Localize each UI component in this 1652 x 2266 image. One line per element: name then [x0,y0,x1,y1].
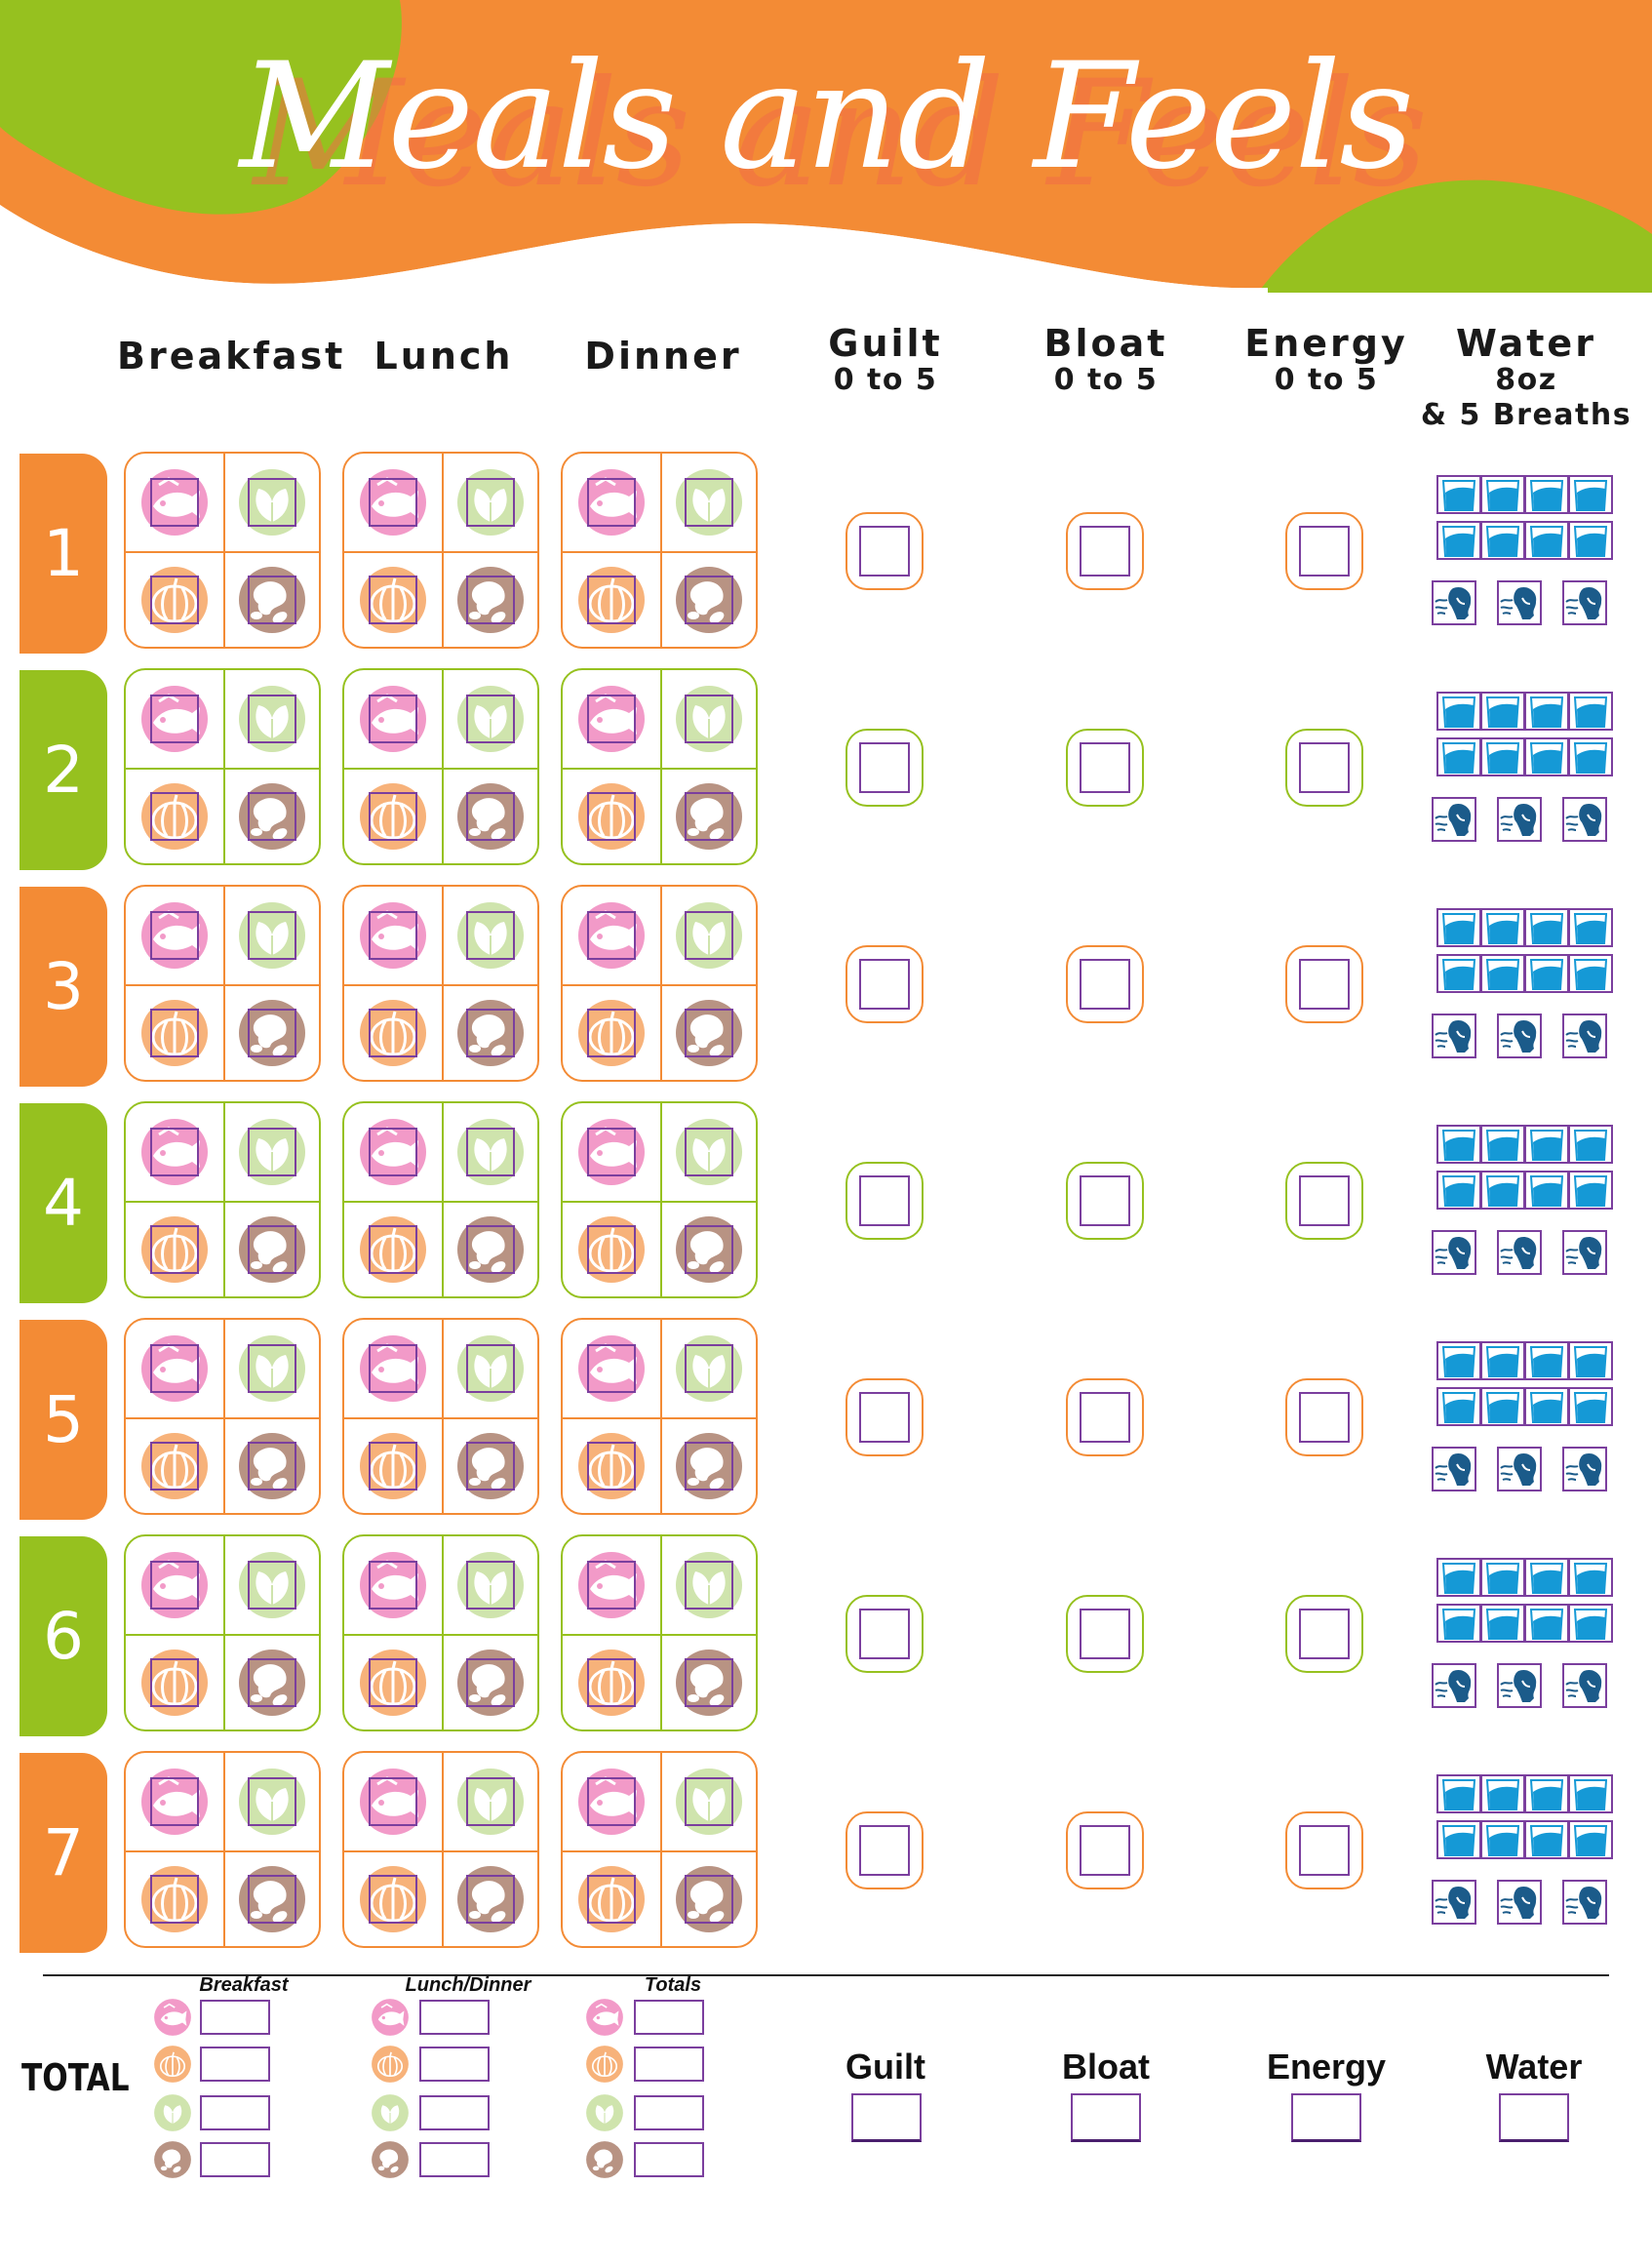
water-glass-icon[interactable] [1568,692,1613,731]
pumpkin-carb-icon[interactable] [576,781,647,852]
leaf-vegetable-icon[interactable] [237,1117,307,1187]
water-glass-icon[interactable] [1524,1341,1569,1380]
leaf-vegetable-icon[interactable] [674,1550,744,1620]
score-inner-box [1080,526,1130,576]
total-bloat-label: Bloat [1062,2047,1150,2087]
lunch-grid-day-6 [342,1534,539,1731]
nuts-fat-icon[interactable] [674,781,744,852]
water-glass-icon[interactable] [1568,1387,1613,1426]
nuts-fat-icon[interactable] [237,781,307,852]
bloat-score-box-day-2[interactable] [1066,729,1144,807]
total-guilt-label: Guilt [846,2047,925,2087]
fish-protein-icon[interactable] [576,1550,647,1620]
dinner-grid-day-1 [561,452,758,649]
nuts-fat-icon [153,2140,192,2179]
pumpkin-carb-icon[interactable] [139,1864,210,1934]
day-tab-3: 3 [20,887,107,1087]
leaf-vegetable-icon [371,2093,410,2132]
nuts-fat-icon[interactable] [674,1431,744,1501]
dinner-grid-day-2 [561,668,758,865]
fish-protein-icon[interactable] [358,1333,428,1404]
water-glass-icon[interactable] [1436,1341,1481,1380]
score-inner-box [1080,959,1130,1010]
energy-score-box-day-5[interactable] [1285,1378,1363,1456]
total-energy-box[interactable] [1291,2093,1361,2142]
nuts-fat-icon[interactable] [674,565,744,635]
fish-protein-icon[interactable] [139,1550,210,1620]
nuts-fat-icon[interactable] [674,1864,744,1934]
total-count-box[interactable] [419,2000,490,2035]
fish-protein-icon[interactable] [139,684,210,754]
water-glass-icon[interactable] [1480,521,1525,560]
fish-protein-icon[interactable] [358,1117,428,1187]
breath-icon[interactable] [1497,797,1542,842]
water-glass-icon[interactable] [1568,1125,1613,1164]
water-glass-icon[interactable] [1568,1604,1613,1643]
water-glass-icon[interactable] [1480,908,1525,947]
leaf-vegetable-icon[interactable] [674,467,744,537]
score-inner-box [1299,1175,1350,1226]
pumpkin-carb-icon[interactable] [358,781,428,852]
total-guilt-box[interactable] [851,2093,922,2142]
pumpkin-carb-icon [585,2045,624,2084]
breakfast-grid-day-1 [124,452,321,649]
fish-protein-icon[interactable] [576,1333,647,1404]
total-water-label: Water [1485,2047,1583,2087]
page-title: Meals and Feels [239,32,1413,202]
breath-icon[interactable] [1562,1014,1607,1058]
pumpkin-carb-icon[interactable] [576,1214,647,1285]
fish-protein-icon[interactable] [358,1767,428,1837]
fish-protein-icon [153,1998,192,2037]
total-count-box[interactable] [419,2095,490,2130]
nuts-fat-icon[interactable] [237,1431,307,1501]
pumpkin-carb-icon[interactable] [576,1431,647,1501]
score-inner-box [1080,1609,1130,1659]
nuts-fat-icon[interactable] [455,1214,526,1285]
nuts-fat-icon[interactable] [455,1648,526,1718]
total-count-box[interactable] [634,2047,704,2082]
score-inner-box [1299,1392,1350,1443]
pumpkin-carb-icon[interactable] [139,565,210,635]
nuts-fat-icon[interactable] [237,1648,307,1718]
fish-protein-icon [371,1998,410,2037]
water-glass-icon[interactable] [1480,1604,1525,1643]
water-glass-icon[interactable] [1436,1774,1481,1813]
total-count-box[interactable] [634,2142,704,2177]
water-glass-icon[interactable] [1524,1125,1569,1164]
guilt-score-box-day-4[interactable] [846,1162,924,1240]
fish-protein-icon[interactable] [358,900,428,971]
fish-protein-icon[interactable] [139,467,210,537]
guilt-score-box-day-1[interactable] [846,512,924,590]
header-breakfast: Breakfast [117,335,346,378]
breath-icon[interactable] [1432,1663,1476,1708]
score-inner-box [1299,1609,1350,1659]
water-glass-icon[interactable] [1480,1820,1525,1859]
pumpkin-carb-icon[interactable] [358,998,428,1068]
water-glass-icon[interactable] [1480,1774,1525,1813]
breath-icon[interactable] [1562,1447,1607,1491]
day-tab-5: 5 [20,1320,107,1520]
water-glass-icon[interactable] [1436,692,1481,731]
day-tab-7: 7 [20,1753,107,1953]
header-guilt: Guilt 0 to 5 [828,322,943,397]
score-inner-box [859,1609,910,1659]
totals-lunch-dinner-header: Lunch/Dinner [405,1974,531,1996]
leaf-vegetable-icon[interactable] [237,684,307,754]
dinner-grid-day-3 [561,885,758,1082]
breakfast-grid-day-6 [124,1534,321,1731]
leaf-vegetable-icon[interactable] [237,467,307,537]
breakfast-grid-day-7 [124,1751,321,1948]
score-inner-box [859,959,910,1010]
energy-score-box-day-6[interactable] [1285,1595,1363,1673]
bloat-score-box-day-7[interactable] [1066,1811,1144,1889]
score-inner-box [859,742,910,793]
energy-score-box-day-4[interactable] [1285,1162,1363,1240]
header-energy: Energy 0 to 5 [1244,322,1408,397]
total-count-box[interactable] [634,2000,704,2035]
nuts-fat-icon[interactable] [674,998,744,1068]
pumpkin-carb-icon[interactable] [358,1864,428,1934]
guilt-score-box-day-6[interactable] [846,1595,924,1673]
breath-icon[interactable] [1562,1880,1607,1925]
fish-protein-icon[interactable] [576,467,647,537]
pumpkin-carb-icon [153,2045,192,2084]
water-glass-icon[interactable] [1524,475,1569,514]
leaf-vegetable-icon[interactable] [674,1117,744,1187]
water-glass-icon[interactable] [1568,908,1613,947]
lunch-grid-day-2 [342,668,539,865]
pumpkin-carb-icon[interactable] [576,1864,647,1934]
pumpkin-carb-icon[interactable] [139,1648,210,1718]
leaf-vegetable-icon [153,2093,192,2132]
score-inner-box [859,1175,910,1226]
water-glass-icon[interactable] [1568,1774,1613,1813]
lunch-grid-day-3 [342,885,539,1082]
leaf-vegetable-icon[interactable] [237,900,307,971]
day-tab-6: 6 [20,1536,107,1736]
header-dinner: Dinner [584,335,742,378]
pumpkin-carb-icon[interactable] [139,1214,210,1285]
water-glass-icon[interactable] [1436,521,1481,560]
breath-icon[interactable] [1432,1880,1476,1925]
energy-score-box-day-7[interactable] [1285,1811,1363,1889]
score-inner-box [859,526,910,576]
lunch-grid-day-1 [342,452,539,649]
water-glass-icon[interactable] [1524,1558,1569,1597]
breakfast-grid-day-4 [124,1101,321,1298]
water-glass-icon[interactable] [1436,1387,1481,1426]
total-bloat-box[interactable] [1071,2093,1141,2142]
header-lunch: Lunch [374,335,514,378]
water-glass-icon[interactable] [1524,1171,1569,1210]
leaf-vegetable-icon[interactable] [455,1333,526,1404]
guilt-score-box-day-3[interactable] [846,945,924,1023]
water-glass-icon[interactable] [1480,737,1525,776]
energy-score-box-day-3[interactable] [1285,945,1363,1023]
pumpkin-carb-icon[interactable] [358,1431,428,1501]
score-inner-box [1080,1392,1130,1443]
water-glass-icon[interactable] [1568,475,1613,514]
bloat-score-box-day-4[interactable] [1066,1162,1144,1240]
breath-icon[interactable] [1497,580,1542,625]
fish-protein-icon[interactable] [358,467,428,537]
total-count-box[interactable] [419,2142,490,2177]
day-tab-1: 1 [20,454,107,654]
dinner-grid-day-5 [561,1318,758,1515]
water-glass-icon[interactable] [1480,1341,1525,1380]
leaf-vegetable-icon[interactable] [455,1767,526,1837]
water-glass-icon[interactable] [1480,1171,1525,1210]
pumpkin-carb-icon [371,2045,410,2084]
total-count-box[interactable] [634,2095,704,2130]
breath-icon[interactable] [1497,1880,1542,1925]
water-glass-icon[interactable] [1524,1604,1569,1643]
total-count-box[interactable] [200,2000,270,2035]
score-inner-box [1299,1825,1350,1876]
water-glass-icon[interactable] [1524,521,1569,560]
breath-icon[interactable] [1432,1230,1476,1275]
pumpkin-carb-icon[interactable] [139,998,210,1068]
day-tab-2: 2 [20,670,107,870]
water-glass-icon[interactable] [1568,1558,1613,1597]
nuts-fat-icon[interactable] [237,565,307,635]
breath-icon[interactable] [1432,797,1476,842]
water-glass-icon[interactable] [1524,954,1569,993]
nuts-fat-icon[interactable] [237,998,307,1068]
total-count-box[interactable] [200,2095,270,2130]
leaf-vegetable-icon[interactable] [674,900,744,971]
fish-protein-icon[interactable] [576,900,647,971]
water-glass-icon[interactable] [1436,1125,1481,1164]
energy-score-box-day-1[interactable] [1285,512,1363,590]
breath-icon[interactable] [1432,1014,1476,1058]
nuts-fat-icon[interactable] [455,1431,526,1501]
total-count-box[interactable] [419,2047,490,2082]
pumpkin-carb-icon[interactable] [139,781,210,852]
fish-protein-icon[interactable] [139,1333,210,1404]
breakfast-grid-day-2 [124,668,321,865]
nuts-fat-icon [371,2140,410,2179]
total-count-box[interactable] [200,2047,270,2082]
water-glass-icon[interactable] [1480,1125,1525,1164]
score-inner-box [859,1392,910,1443]
breath-icon[interactable] [1432,580,1476,625]
leaf-vegetable-icon[interactable] [455,1550,526,1620]
fish-protein-icon[interactable] [576,1767,647,1837]
nuts-fat-icon[interactable] [455,1864,526,1934]
water-glass-icon[interactable] [1480,475,1525,514]
water-glass-icon[interactable] [1436,475,1481,514]
breakfast-grid-day-5 [124,1318,321,1515]
water-glass-icon[interactable] [1524,908,1569,947]
nuts-fat-icon[interactable] [237,1214,307,1285]
leaf-vegetable-icon[interactable] [237,1333,307,1404]
water-glass-icon[interactable] [1436,1820,1481,1859]
leaf-vegetable-icon[interactable] [674,1333,744,1404]
score-inner-box [1080,1825,1130,1876]
bloat-score-box-day-6[interactable] [1066,1595,1144,1673]
lunch-grid-day-4 [342,1101,539,1298]
total-energy-label: Energy [1266,2047,1387,2087]
water-glass-icon[interactable] [1524,1387,1569,1426]
water-glass-icon[interactable] [1568,1820,1613,1859]
guilt-score-box-day-5[interactable] [846,1378,924,1456]
water-glass-icon[interactable] [1568,954,1613,993]
water-glass-icon[interactable] [1436,1171,1481,1210]
water-glass-icon[interactable] [1436,954,1481,993]
water-glass-icon[interactable] [1480,692,1525,731]
nuts-fat-icon[interactable] [455,565,526,635]
totals-totals-header: Totals [644,1974,702,1996]
score-inner-box [1299,742,1350,793]
dinner-grid-day-4 [561,1101,758,1298]
total-water-box[interactable] [1499,2093,1569,2142]
breath-icon[interactable] [1562,797,1607,842]
pumpkin-carb-icon[interactable] [139,1431,210,1501]
leaf-vegetable-icon[interactable] [674,684,744,754]
fish-protein-icon[interactable] [139,900,210,971]
guilt-score-box-day-7[interactable] [846,1811,924,1889]
breath-icon[interactable] [1432,1447,1476,1491]
breakfast-grid-day-3 [124,885,321,1082]
nuts-fat-icon[interactable] [455,781,526,852]
score-inner-box [1299,526,1350,576]
score-inner-box [1080,1175,1130,1226]
total-count-box[interactable] [200,2142,270,2177]
fish-protein-icon[interactable] [576,1117,647,1187]
breath-icon[interactable] [1562,1663,1607,1708]
water-glass-icon[interactable] [1436,908,1481,947]
leaf-vegetable-icon[interactable] [237,1550,307,1620]
breath-icon[interactable] [1497,1230,1542,1275]
breath-icon[interactable] [1562,1230,1607,1275]
leaf-vegetable-icon[interactable] [674,1767,744,1837]
water-glass-icon[interactable] [1524,1820,1569,1859]
fish-protein-icon[interactable] [139,1767,210,1837]
leaf-vegetable-icon[interactable] [455,900,526,971]
water-glass-icon[interactable] [1436,1558,1481,1597]
water-glass-icon[interactable] [1568,521,1613,560]
pumpkin-carb-icon[interactable] [576,998,647,1068]
breath-icon[interactable] [1497,1014,1542,1058]
pumpkin-carb-icon[interactable] [576,565,647,635]
water-glass-icon[interactable] [1524,692,1569,731]
pumpkin-carb-icon[interactable] [358,1214,428,1285]
energy-score-box-day-2[interactable] [1285,729,1363,807]
leaf-vegetable-icon[interactable] [455,1117,526,1187]
header-water: Water 8oz & 5 Breaths [1420,322,1632,432]
bloat-score-box-day-5[interactable] [1066,1378,1144,1456]
water-glass-icon[interactable] [1568,1171,1613,1210]
nuts-fat-icon[interactable] [674,1214,744,1285]
water-glass-icon[interactable] [1480,1387,1525,1426]
water-glass-icon[interactable] [1568,737,1613,776]
leaf-vegetable-icon [585,2093,624,2132]
pumpkin-carb-icon[interactable] [358,1648,428,1718]
totals-breakfast-header: Breakfast [199,1974,289,1996]
score-inner-box [1299,959,1350,1010]
water-glass-icon[interactable] [1524,737,1569,776]
fish-protein-icon[interactable] [358,1550,428,1620]
nuts-fat-icon[interactable] [455,998,526,1068]
water-glass-icon[interactable] [1524,1774,1569,1813]
water-glass-icon[interactable] [1568,1341,1613,1380]
total-label: TOTAL [21,2056,130,2099]
lunch-grid-day-5 [342,1318,539,1515]
score-inner-box [1080,742,1130,793]
bloat-score-box-day-3[interactable] [1066,945,1144,1023]
dinner-grid-day-7 [561,1751,758,1948]
breath-icon[interactable] [1497,1447,1542,1491]
leaf-vegetable-icon[interactable] [455,467,526,537]
nuts-fat-icon[interactable] [237,1864,307,1934]
lunch-grid-day-7 [342,1751,539,1948]
fish-protein-icon[interactable] [576,684,647,754]
pumpkin-carb-icon[interactable] [358,565,428,635]
water-glass-icon[interactable] [1480,954,1525,993]
water-glass-icon[interactable] [1480,1558,1525,1597]
pumpkin-carb-icon[interactable] [576,1648,647,1718]
leaf-vegetable-icon[interactable] [237,1767,307,1837]
nuts-fat-icon [585,2140,624,2179]
score-inner-box [859,1825,910,1876]
bloat-score-box-day-1[interactable] [1066,512,1144,590]
water-glass-icon[interactable] [1436,1604,1481,1643]
fish-protein-icon [585,1998,624,2037]
leaf-vegetable-icon[interactable] [455,684,526,754]
fish-protein-icon[interactable] [139,1117,210,1187]
day-tab-4: 4 [20,1103,107,1303]
breath-icon[interactable] [1562,580,1607,625]
guilt-score-box-day-2[interactable] [846,729,924,807]
fish-protein-icon[interactable] [358,684,428,754]
dinner-grid-day-6 [561,1534,758,1731]
nuts-fat-icon[interactable] [674,1648,744,1718]
header-bloat: Bloat 0 to 5 [1043,322,1168,397]
breath-icon[interactable] [1497,1663,1542,1708]
water-glass-icon[interactable] [1436,737,1481,776]
